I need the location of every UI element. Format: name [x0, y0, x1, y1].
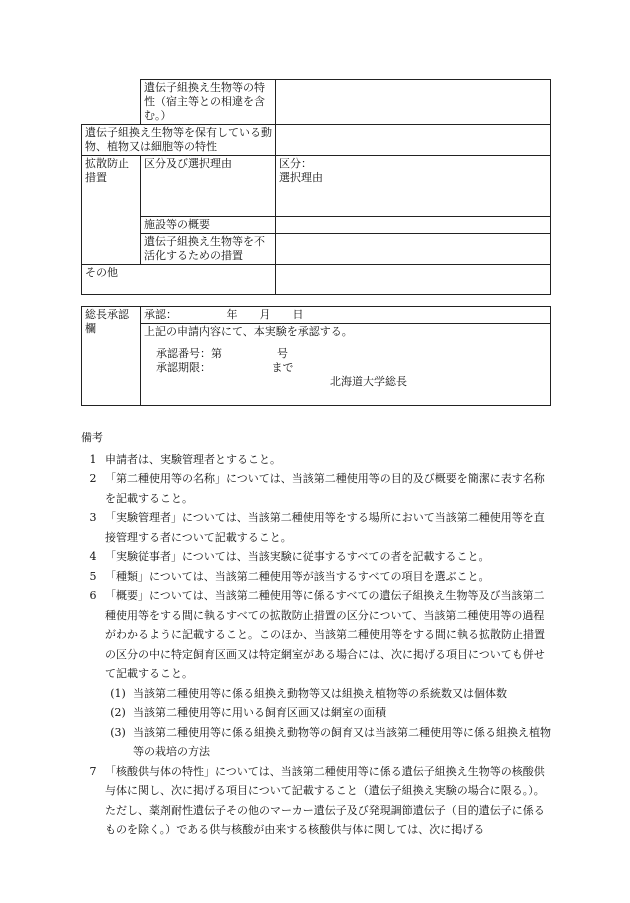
category-reason-field[interactable]: [276, 156, 551, 217]
facility-field[interactable]: [276, 217, 551, 234]
note-subitem: (3) 当該第二種使用等に係る組換え動物等の飼育又は当該第二種使用等に係る組換え植物等の栽培の方法: [110, 725, 551, 758]
note-item: 7 「核酸供与体の特性」については、当該第二種使用等に係る遺伝子組換え生物等の核酸供与体に関し、次に掲げる項目について記載すること（遺伝子組換え実験の場合に限る。）。ただし、薬剤耐性遺伝子その他のマーカー遺伝子及び発現調節遺伝子（目的遺伝子に係るものを除く。）である供与核酸が由来する核酸供与体に関しては、次に掲げる: [89, 764, 545, 836]
other-field[interactable]: [276, 265, 551, 295]
other-label: その他: [82, 265, 276, 295]
approval-table: [81, 306, 551, 406]
note-subitem: (2) 当該第二種使用等に用いる飼育区画又は網室の面積: [110, 706, 386, 719]
approval-date-line: 承認： 年 月 日: [141, 307, 551, 324]
note-item: 3 「実験管理者」については、当該第二種使用等をする場所において当該第二種使用等を直接管理する者について記載すること。: [89, 511, 545, 544]
approval-text: 上記の申請内容にて、本実験を承認する。: [144, 325, 353, 338]
holder-traits-label: 遺伝子組換え生物等を保有している動物、植物又は細胞等の特性: [82, 125, 276, 156]
containment-label: 拡散防止措置: [82, 156, 141, 265]
note-subitem: (1) 当該第二種使用等に係る組換え動物等又は組換え植物等の系統数又は個体数: [110, 686, 507, 700]
approval-period: 承認期限： まで: [156, 361, 294, 374]
note-item: 1 申請者は、実験管理者とすること。: [89, 452, 281, 466]
facility-label: 施設等の概要: [141, 217, 276, 234]
category-label: 区分：: [279, 157, 312, 170]
approval-number: 承認番号：第 号: [156, 347, 288, 360]
note-item: 5 「種類」については、当該第二種使用等が該当するすべての項目を選ぶこと。: [89, 569, 490, 583]
approval-body: [141, 324, 551, 406]
reason-label: 選択理由: [279, 171, 323, 184]
organism-traits-label: 遺伝子組換え生物等の特性（宿主等との相違を含む。）: [141, 80, 276, 125]
application-table: [81, 79, 551, 295]
inactivation-field[interactable]: [276, 234, 551, 265]
note-item: 6 「概要」については、当該第二種使用等に係るすべての遺伝子組換え生物等及び当該第二種使用等をする間に執るすべての拡散防止措置の区分について、当該第二種使用等の過程がわかるように記載すること。このほか、当該第二種使用等をする間に執る拡散防止措置の区分の中に特定飼育区画又は特定網室がある場合には、次に掲げる項目についても併せて記載すること。: [89, 589, 545, 680]
inactivation-label: 遺伝子組換え生物等を不活化するための措置: [141, 234, 276, 265]
organism-traits-field[interactable]: [276, 80, 551, 125]
holder-traits-field[interactable]: [276, 125, 551, 156]
notes-section: [81, 428, 555, 840]
spacer-cell: [82, 80, 141, 125]
notes-title: 備考: [81, 431, 103, 444]
note-item: 4 「実験従事者」については、当該実験に従事するすべての者を記載すること。: [89, 550, 490, 563]
category-reason-label: 区分及び選択理由: [141, 156, 276, 217]
note-item: 2 「第二種使用等の名称」については、当該第二種使用等の目的及び概要を簡潔に表す名称を記載すること。: [89, 472, 545, 505]
approval-header: 総長承認欄: [82, 307, 141, 406]
president-signature: 北海道大学総長: [330, 375, 407, 388]
